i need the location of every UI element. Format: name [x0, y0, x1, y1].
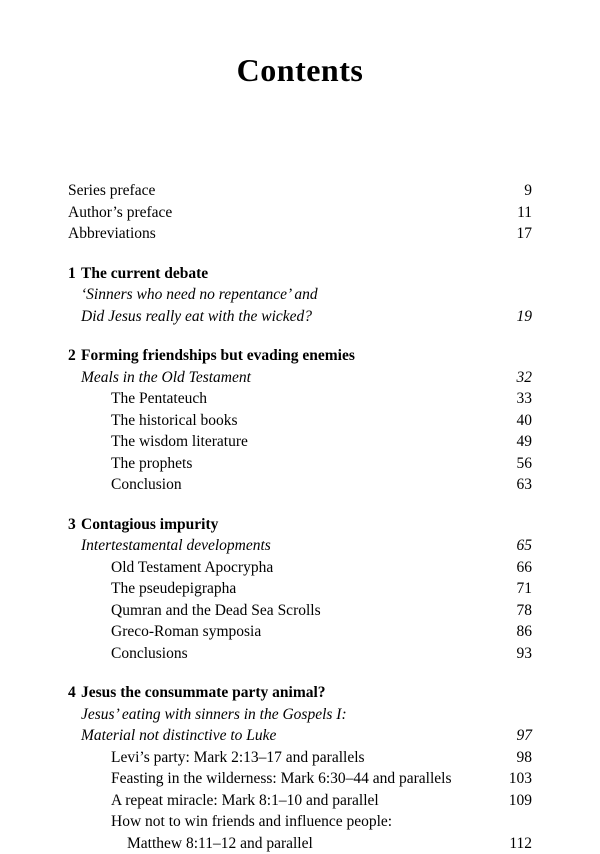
toc-entry-page-number: 103 — [498, 768, 532, 790]
toc-entry[interactable] — [68, 643, 532, 665]
toc-entry-page-number: 17 — [498, 223, 532, 245]
toc-entry-page-number: 19 — [498, 306, 532, 328]
toc-entry-label: How not to win friends and influence people: — [68, 811, 498, 833]
toc-entry-label: Author’s preface — [68, 202, 498, 224]
toc-entry-label: The prophets — [68, 453, 498, 475]
toc-entry[interactable] — [68, 284, 532, 306]
toc-entry[interactable] — [68, 747, 532, 769]
toc-entry-label: ‘Sinners who need no repentance’ and — [68, 284, 498, 306]
toc-entry-label: The pseudepigrapha — [68, 578, 498, 600]
toc-entry-text: Forming friendships but evading enemies — [81, 347, 355, 364]
toc-entry-page-number: 56 — [498, 453, 532, 475]
toc-entry[interactable] — [68, 388, 532, 410]
toc-entry[interactable] — [68, 790, 532, 812]
toc-entry[interactable] — [68, 345, 532, 367]
toc-entry-text: Contagious impurity — [81, 516, 218, 533]
toc-entry-number: 2 — [68, 345, 81, 367]
toc-entry-page-number: 65 — [498, 535, 532, 557]
toc-entry-page-number: 86 — [498, 621, 532, 643]
toc-entry-label: Did Jesus really eat with the wicked? — [68, 306, 498, 328]
toc-entry[interactable] — [68, 600, 532, 622]
toc-entry-page-number: 71 — [498, 578, 532, 600]
toc-entry-label — [68, 345, 498, 367]
toc-entry[interactable] — [68, 621, 532, 643]
toc-entry-page-number: 33 — [498, 388, 532, 410]
toc-entry[interactable] — [68, 811, 532, 833]
toc-entry-page-number: 49 — [498, 431, 532, 453]
toc-entry[interactable] — [68, 202, 532, 224]
toc-entry-label: The historical books — [68, 410, 498, 432]
toc-entry[interactable] — [68, 306, 532, 328]
toc-entry-label: Greco-Roman symposia — [68, 621, 498, 643]
toc-entry-label: A repeat miracle: Mark 8:1–10 and parallel — [68, 790, 498, 812]
toc-entry-label: Jesus’ eating with sinners in the Gospels I: — [68, 704, 498, 726]
toc-entry-text: Jesus the consummate party animal? — [81, 684, 326, 701]
toc-entry[interactable] — [68, 474, 532, 496]
toc-entry[interactable] — [68, 535, 532, 557]
toc-entry-label: Matthew 8:11–12 and parallel — [68, 833, 498, 854]
toc-entry[interactable] — [68, 223, 532, 245]
toc-entry-page-number: 98 — [498, 747, 532, 769]
toc-entry[interactable] — [68, 704, 532, 726]
toc-entry-label: Intertestamental developments — [68, 535, 498, 557]
toc-entry[interactable] — [68, 833, 532, 854]
toc-entry-label: Old Testament Apocrypha — [68, 557, 498, 579]
toc-entry[interactable] — [68, 768, 532, 790]
toc-entry-page-number: 78 — [498, 600, 532, 622]
toc-entry-label: The wisdom literature — [68, 431, 498, 453]
toc-entry[interactable] — [68, 682, 532, 704]
toc-entry[interactable] — [68, 263, 532, 285]
toc-entry-label: Series preface — [68, 180, 498, 202]
toc-entry-text: The current debate — [81, 265, 208, 282]
toc-entry-page-number: 40 — [498, 410, 532, 432]
toc-entry[interactable] — [68, 431, 532, 453]
toc-entry-label — [68, 514, 498, 536]
toc-entry[interactable] — [68, 514, 532, 536]
toc-entry-label: Abbreviations — [68, 223, 498, 245]
toc-entry[interactable] — [68, 367, 532, 389]
toc-entry-number: 1 — [68, 263, 81, 285]
toc-entry-label — [68, 682, 498, 704]
toc-entry-number: 4 — [68, 682, 81, 704]
toc-entry[interactable] — [68, 578, 532, 600]
toc-entry-page-number: 109 — [498, 790, 532, 812]
page-title: Contents — [0, 0, 600, 89]
toc-entry-page-number: 11 — [498, 202, 532, 224]
toc-entry-number: 3 — [68, 514, 81, 536]
toc-entry[interactable] — [68, 725, 532, 747]
toc-entry-label: Meals in the Old Testament — [68, 367, 498, 389]
toc-entry-label — [68, 263, 498, 285]
toc-entry[interactable] — [68, 557, 532, 579]
toc-entry-label: Conclusions — [68, 643, 498, 665]
toc-entry-page-number: 32 — [498, 367, 532, 389]
toc-entry[interactable] — [68, 453, 532, 475]
toc-entry[interactable] — [68, 410, 532, 432]
toc-entry-label: The Pentateuch — [68, 388, 498, 410]
toc-entry-label: Feasting in the wilderness: Mark 6:30–44 and parallels — [68, 768, 498, 790]
toc-entry-label: Conclusion — [68, 474, 498, 496]
table-of-contents — [68, 180, 532, 854]
toc-entry-page-number: 9 — [498, 180, 532, 202]
toc-entry-page-number: 93 — [498, 643, 532, 665]
toc-entry-page-number: 112 — [498, 833, 532, 854]
toc-entry-page-number: 63 — [498, 474, 532, 496]
toc-entry-page-number: 97 — [498, 725, 532, 747]
toc-entry-label: Material not distinctive to Luke — [68, 725, 498, 747]
toc-entry-page-number: 66 — [498, 557, 532, 579]
toc-entry-label: Qumran and the Dead Sea Scrolls — [68, 600, 498, 622]
toc-entry-label: Levi’s party: Mark 2:13–17 and parallels — [68, 747, 498, 769]
toc-entry[interactable] — [68, 180, 532, 202]
